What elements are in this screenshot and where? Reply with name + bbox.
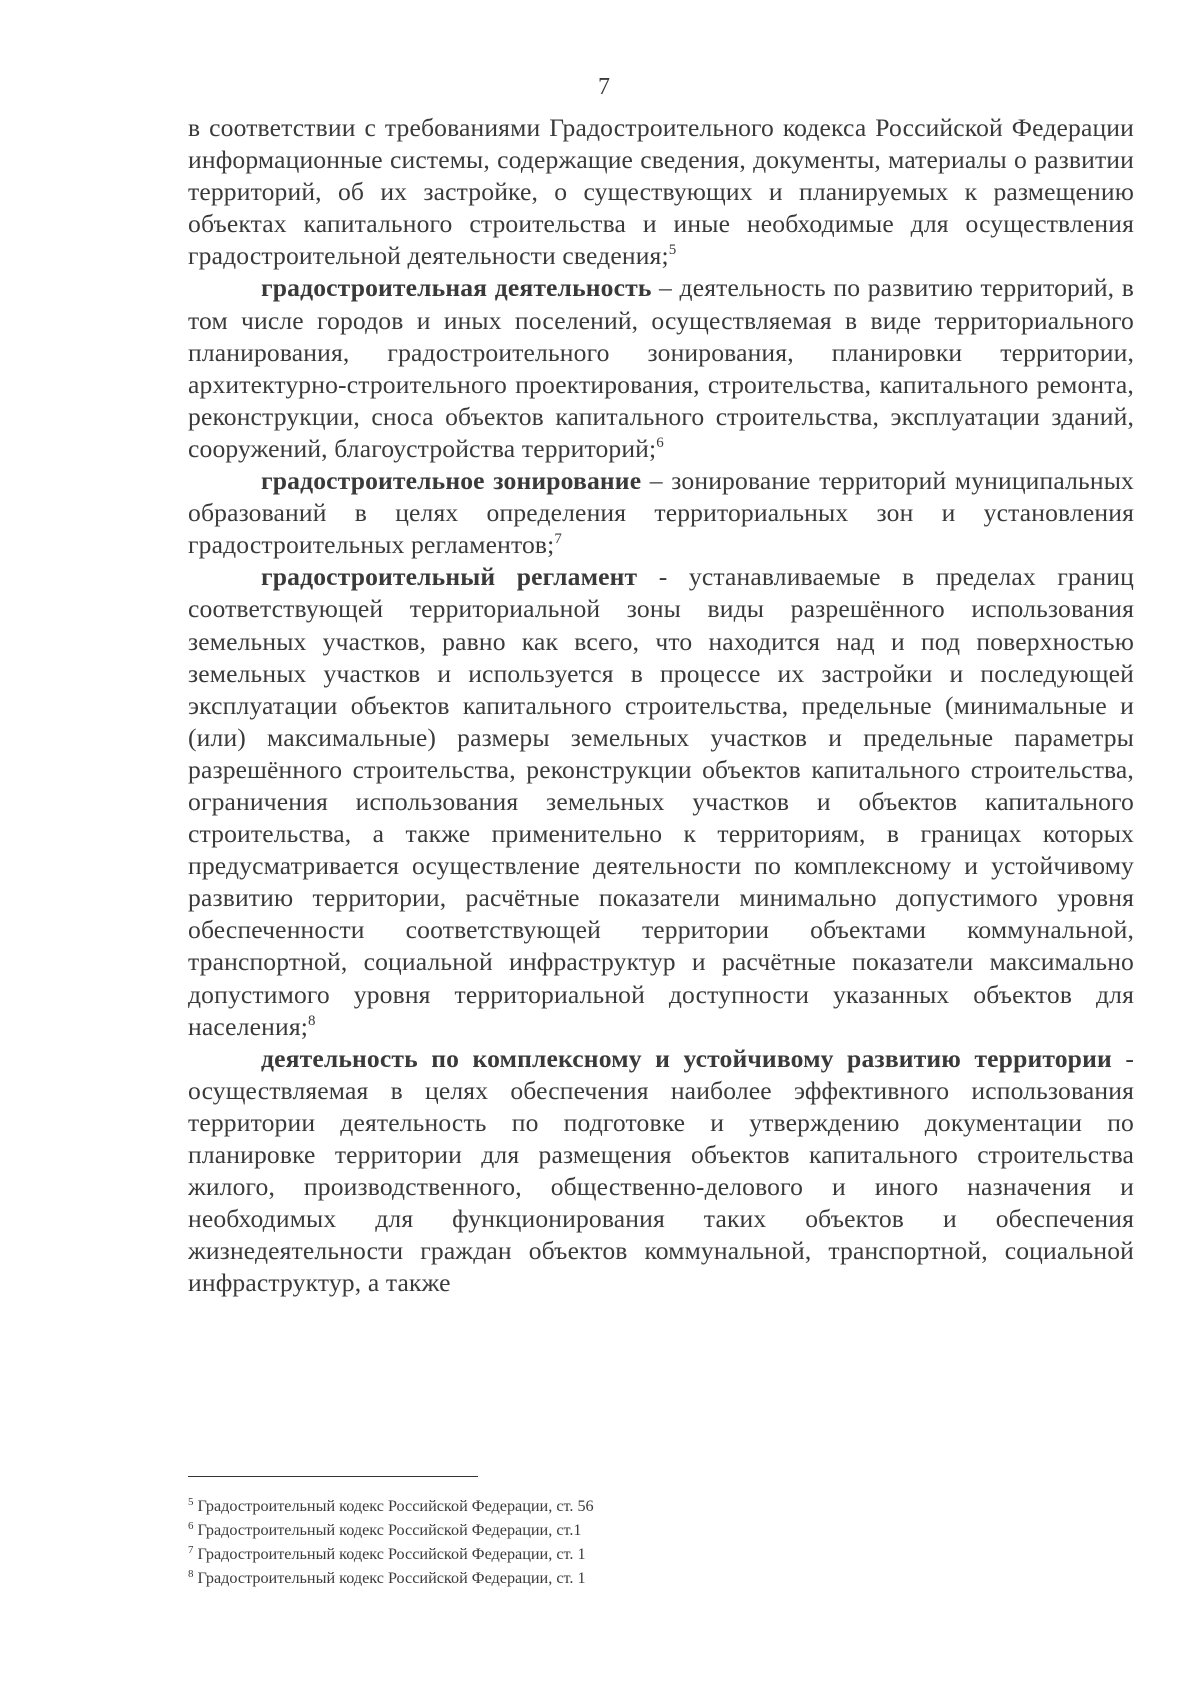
defined-term: градостроительная деятельность <box>261 273 652 303</box>
footnote-number: 7 <box>188 1544 194 1556</box>
definition-text: зонирование территорий муниципальных образований в целях определения территориальных зон и установления градостроительных регламентов; <box>188 466 1134 560</box>
footnote-reference: 5 <box>668 242 677 259</box>
term-dash: - <box>637 562 689 592</box>
defined-term: градостроительное зонирование <box>261 466 642 496</box>
footnote-number: 8 <box>188 1568 194 1580</box>
term-dash: – <box>641 466 672 496</box>
footnotes <box>188 1494 888 1590</box>
term-dash: - <box>1111 1043 1134 1073</box>
footnote-text: Градостроительный кодекс Российской Федерации, ст.1 <box>197 1521 582 1539</box>
footnote-item <box>188 1542 888 1566</box>
definition-urban-zoning <box>188 465 1134 561</box>
term-dash: – <box>651 273 680 303</box>
footnote-text: Градостроительный кодекс Российской Федерации, ст. 56 <box>197 1497 594 1515</box>
defined-term: градостроительный регламент <box>261 562 638 592</box>
footnote-text: Градостроительный кодекс Российской Федерации, ст. 1 <box>197 1545 586 1563</box>
footnote-item <box>188 1566 888 1590</box>
definition-text: осуществляемая в целях обеспечения наиболее эффективного использования территории деятельность по подготовке и утверждению документации по планировке территории для размещения объектов капитального строительства жилого, производственного, общественно-делового и иного назначения и необходимых для функционирования таких объектов и обеспечения жизнедеятельности граждан объектов коммунальной, транспортной, социальной инфраструктур, а также <box>188 1075 1134 1298</box>
footnote-reference: 6 <box>656 434 664 451</box>
definition-urban-planning-activity <box>188 272 1134 465</box>
paragraph-continuation <box>188 112 1134 272</box>
paragraph-text: в соответствии с требованиями Градостроительного кодекса Российской Федерации информационные системы, содержащие сведения, документы, материалы о развитии территорий, об их застройке, о существующих и планируемых к размещению объектах капитального строительства и иные необходимые для осуществления градостроительной деятельности сведения; <box>188 113 1134 271</box>
definition-integrated-development <box>188 1043 1134 1300</box>
footnote-number: 5 <box>188 1496 194 1508</box>
footnote-reference: 7 <box>554 531 563 548</box>
defined-term: деятельность по комплексному и устойчивому развитию территории <box>261 1043 1112 1073</box>
definition-urban-regulation <box>188 561 1134 1042</box>
footnote-number: 6 <box>188 1520 194 1532</box>
document-body <box>188 112 1134 1299</box>
definition-text: устанавливаемые в пределах границ соответствующей территориальной зоны виды разрешённого использования земельных участков, равно как всего, что находится над и под поверхностью земельных участков и используется в процессе их застройки и последующей эксплуатации объектов капитального строительства, предельные (минимальные и (или) максимальные) размеры земельных участков и предельные параметры разрешённого строительства, реконструкции объектов капитального строительства, ограничения использования земельных участков и объектов капитального строительства, а также применительно к территориям, в границах которых предусматривается осуществление деятельности по комплексному и устойчивому развитию территории, расчётные показатели минимально допустимого уровня обеспеченности соответствующей территории объектами коммунальной, транспортной, социальной инфраструктур и расчётные показатели максимально допустимого уровня территориальной доступности указанных объектов для населения; <box>188 562 1134 1041</box>
footnote-reference: 8 <box>308 1012 316 1029</box>
footnote-text: Градостроительный кодекс Российской Федерации, ст. 1 <box>197 1569 586 1587</box>
definition-text: деятельность по развитию территорий, в том числе городов и иных поселений, осуществляемая в виде территориального планирования, градостроительного зонирования, планировки территории, архитектурно-строительного проектирования, строительства, капитального ремонта, реконструкции, сноса объектов капитального строительства, эксплуатации зданий, сооружений, благоустройства территорий; <box>188 273 1134 463</box>
footnote-item <box>188 1518 888 1542</box>
footnote-item <box>188 1494 888 1518</box>
footnote-separator <box>188 1476 478 1477</box>
page-number: 7 <box>598 74 610 100</box>
